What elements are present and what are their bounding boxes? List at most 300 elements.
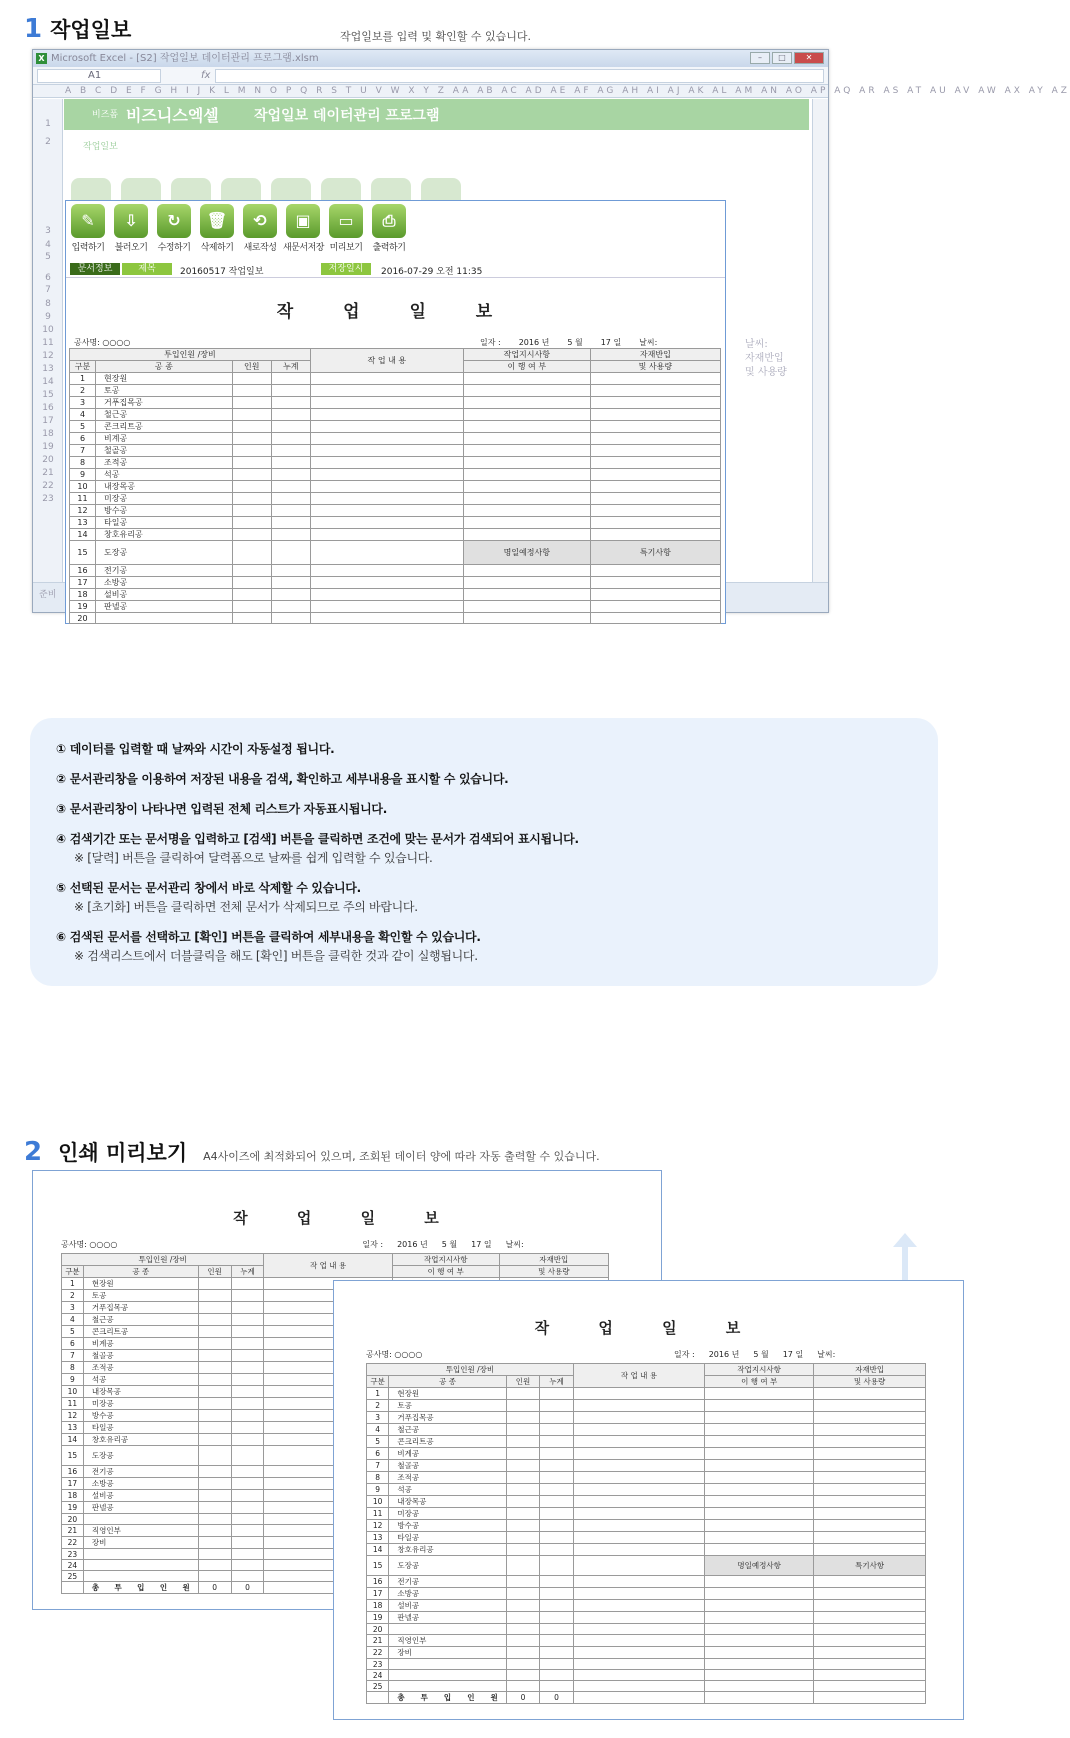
row-trade: 장비 (83, 1537, 198, 1549)
table-cell (231, 1502, 264, 1514)
table-cell (506, 1448, 540, 1460)
row-trade: 창호유리공 (389, 1544, 506, 1556)
row-number: 13 (367, 1532, 389, 1544)
row-header[interactable]: 13 (42, 364, 54, 374)
load-icon: ⇩ (114, 204, 148, 238)
row-header[interactable]: 7 (45, 285, 51, 295)
row-trade: 거푸집목공 (96, 397, 233, 409)
note-sub: ※ 검색리스트에서 더블클릭을 해도 [확인] 버튼을 클릭한 것과 같이 실행됩니다. (74, 949, 478, 963)
row-trade: 거푸집목공 (389, 1412, 506, 1424)
table-cell (540, 1496, 574, 1508)
table-cell (271, 517, 310, 529)
table-cell (506, 1472, 540, 1484)
table-row (367, 1681, 926, 1692)
table-cell (573, 1388, 704, 1400)
table-cell (573, 1659, 704, 1670)
row-trade: 토공 (96, 385, 233, 397)
table-cell (506, 1659, 540, 1670)
table-cell (463, 397, 590, 409)
row-header[interactable]: 6 (45, 273, 51, 283)
header-instr: 작업지시사항 (392, 1254, 499, 1266)
row-number: 6 (70, 433, 96, 445)
table-cell (573, 1532, 704, 1544)
table-cell (271, 577, 310, 589)
table-cell (573, 1508, 704, 1520)
excel-title-bar (33, 50, 828, 67)
table-cell (540, 1647, 574, 1659)
table-cell (310, 505, 463, 517)
toolbar-button-label: 새문서저장 (283, 243, 324, 253)
row-number: 4 (367, 1424, 389, 1436)
table-cell (573, 1692, 704, 1704)
table-cell (310, 409, 463, 421)
table-cell (271, 433, 310, 445)
row-header[interactable]: 8 (45, 299, 51, 309)
formula-input[interactable] (215, 69, 824, 83)
row-trade: 도장공 (83, 1446, 198, 1466)
status-text: 준비 (39, 590, 57, 600)
table-cell (463, 445, 590, 457)
table-cell (814, 1388, 926, 1400)
program-title: 작업일보 데이터관리 프로그램 (254, 108, 440, 124)
table-cell (231, 1422, 264, 1434)
row-trade: 철근공 (83, 1314, 198, 1326)
table-cell (271, 421, 310, 433)
row-trade (389, 1624, 506, 1635)
table-cell (573, 1484, 704, 1496)
table-cell (814, 1484, 926, 1496)
row-header[interactable]: 11 (42, 338, 54, 348)
table-cell (198, 1326, 231, 1338)
total-count: 0 (506, 1692, 540, 1704)
row-number: 1 (70, 373, 96, 385)
row-trade: 타일공 (83, 1422, 198, 1434)
table-cell (231, 1350, 264, 1362)
note-main: ⑥ 검색된 문서를 선택하고 [확인] 버튼을 클릭하여 세부내용을 확인할 수 있습니다. (56, 930, 481, 944)
row-header[interactable]: 12 (42, 351, 54, 361)
table-cell (814, 1681, 926, 1692)
table-cell (232, 409, 271, 421)
note-item (56, 830, 912, 866)
table-cell (232, 397, 271, 409)
row-number: 22 (367, 1647, 389, 1659)
row-number: 19 (62, 1502, 84, 1514)
note-item (56, 800, 912, 817)
table-cell (540, 1532, 574, 1544)
table-cell (506, 1412, 540, 1424)
row-number: 22 (62, 1537, 84, 1549)
table-cell (310, 397, 463, 409)
row-number: 8 (62, 1362, 84, 1374)
table-cell (232, 493, 271, 505)
header-work: 작 업 내 용 (573, 1364, 704, 1388)
toolbar-button-3[interactable] (197, 204, 237, 253)
header-cumulative: 누계 (540, 1376, 574, 1388)
row-trade: 도장공 (389, 1556, 506, 1576)
table-cell (705, 1400, 814, 1412)
row-header[interactable]: 15 (42, 390, 54, 400)
row-trade: 토공 (83, 1290, 198, 1302)
table-cell (506, 1520, 540, 1532)
row-trade: 내장목공 (83, 1386, 198, 1398)
table-row (70, 529, 721, 541)
header-material: 자재반입 (499, 1254, 608, 1266)
header-material: 자재반입 (590, 349, 720, 361)
table-cell (310, 613, 463, 624)
table-row (70, 505, 721, 517)
row-trade: 미장공 (96, 493, 233, 505)
table-cell (232, 577, 271, 589)
table-row (367, 1624, 926, 1635)
table-cell (232, 457, 271, 469)
row-trade: 창호유리공 (83, 1434, 198, 1446)
row-number: 25 (367, 1681, 389, 1692)
table-cell (590, 421, 720, 433)
row-trade: 내장목공 (389, 1496, 506, 1508)
header-material: 자재반입 (814, 1364, 926, 1376)
table-cell (540, 1400, 574, 1412)
table-cell (573, 1600, 704, 1612)
table-cell (506, 1635, 540, 1647)
header-instr2: 이 행 여 부 (705, 1376, 814, 1388)
toolbar-button-6[interactable] (326, 204, 366, 253)
table-cell (271, 601, 310, 613)
table-cell (506, 1612, 540, 1624)
excel-window-title: Microsoft Excel - [S2] 작업일보 데이터관리 프로그램.xlsm (51, 53, 319, 64)
row-number: 2 (62, 1290, 84, 1302)
table-cell (198, 1525, 231, 1537)
table-cell (573, 1400, 704, 1412)
table-cell (271, 541, 310, 565)
row-number: 10 (62, 1386, 84, 1398)
row-number: 15 (367, 1556, 389, 1576)
row-trade: 전기공 (389, 1576, 506, 1588)
row-number: 19 (367, 1612, 389, 1624)
maximize-button[interactable]: □ (772, 52, 792, 64)
monitor-icon: ▭ (329, 204, 363, 238)
table-row (70, 589, 721, 601)
table-row (367, 1635, 926, 1647)
table-cell (198, 1422, 231, 1434)
row-trade: 현장원 (389, 1388, 506, 1400)
table-row (70, 433, 721, 445)
table-row (70, 601, 721, 613)
table-row (70, 565, 721, 577)
section2-title: 인쇄 미리보기 (58, 1141, 188, 1165)
table-row (367, 1460, 926, 1472)
table-cell (814, 1544, 926, 1556)
table-cell (540, 1612, 574, 1624)
table-cell (463, 613, 590, 624)
toolbar-button-4[interactable] (240, 204, 280, 253)
table-cell (463, 589, 590, 601)
row-trade: 철근공 (96, 409, 233, 421)
table-cell (540, 1681, 574, 1692)
row-trade: 비계공 (389, 1448, 506, 1460)
total-row (367, 1692, 926, 1704)
table-cell (310, 373, 463, 385)
table-cell (506, 1647, 540, 1659)
row-number: 21 (62, 1525, 84, 1537)
row-trade: 콘크리트공 (96, 421, 233, 433)
header-instr: 작업지시사항 (463, 349, 590, 361)
table-cell (540, 1600, 574, 1612)
print-preview-page-2 (333, 1280, 964, 1720)
row-number: 8 (70, 457, 96, 469)
table-row (70, 385, 721, 397)
row-trade: 미장공 (83, 1398, 198, 1410)
row-header[interactable]: 23 (42, 494, 54, 504)
table-row (367, 1670, 926, 1681)
note-main: ③ 문서관리창이 나타나면 입력된 전체 리스트가 자동표시됩니다. (56, 802, 387, 816)
row-trade (389, 1670, 506, 1681)
row-header[interactable]: 19 (42, 442, 54, 452)
total-cumulative: 0 (540, 1692, 574, 1704)
table-cell (573, 1624, 704, 1635)
fx-icon[interactable]: fx (201, 70, 211, 81)
table-cell (705, 1424, 814, 1436)
excel-icon: X (36, 53, 47, 64)
doc-info-tag: 문서정보 (70, 263, 120, 275)
row-trade: 설비공 (389, 1600, 506, 1612)
note-main: ① 데이터를 입력할 때 날짜와 시간이 자동설정 됩니다. (56, 742, 335, 756)
table-cell (540, 1635, 574, 1647)
row-header[interactable]: 2 (45, 137, 51, 147)
table-cell (231, 1362, 264, 1374)
table-row (367, 1424, 926, 1436)
name-box[interactable]: A1 (37, 69, 161, 83)
table-cell (506, 1436, 540, 1448)
toolbar-button-1[interactable] (111, 204, 151, 253)
sheet-subtitle: 작업일보 (83, 142, 118, 152)
table-cell (231, 1525, 264, 1537)
toolbar-button-7[interactable] (369, 204, 409, 253)
table-cell (231, 1478, 264, 1490)
row-number: 12 (70, 505, 96, 517)
table-cell (506, 1484, 540, 1496)
table-cell (506, 1544, 540, 1556)
row-header[interactable]: 4 (45, 240, 51, 250)
table-cell (573, 1670, 704, 1681)
row-number: 7 (70, 445, 96, 457)
table-cell (310, 517, 463, 529)
table-cell (310, 469, 463, 481)
table-cell (506, 1424, 540, 1436)
table-cell (573, 1460, 704, 1472)
table-cell (271, 385, 310, 397)
table-cell (198, 1446, 231, 1466)
table-row (70, 613, 721, 624)
row-number: 18 (62, 1490, 84, 1502)
row-number: 17 (70, 577, 96, 589)
section1-description: 작업일보를 입력 및 확인할 수 있습니다. (340, 30, 531, 43)
table-cell (232, 385, 271, 397)
header-group: 투입인원 /장비 (70, 349, 311, 361)
header-trade: 공 종 (389, 1376, 506, 1388)
row-header[interactable]: 16 (42, 403, 54, 413)
close-button[interactable]: ✕ (794, 52, 824, 64)
row-number: 11 (367, 1508, 389, 1520)
table-cell (705, 1612, 814, 1624)
table-cell (705, 1576, 814, 1588)
row-header[interactable]: 5 (45, 252, 51, 262)
row-number: 15 (70, 541, 96, 565)
table-cell (231, 1302, 264, 1314)
table-cell (198, 1478, 231, 1490)
table-row (70, 421, 721, 433)
table-cell (705, 1436, 814, 1448)
row-trade: 석공 (389, 1484, 506, 1496)
tomorrow-header: 명일예정사항 (705, 1556, 814, 1576)
table-cell (198, 1571, 231, 1582)
table-cell (310, 445, 463, 457)
row-header[interactable]: 10 (42, 325, 54, 335)
table-cell (463, 505, 590, 517)
table-cell (573, 1544, 704, 1556)
table-cell (705, 1508, 814, 1520)
toolbar-button-0[interactable] (68, 204, 108, 253)
table-cell (232, 517, 271, 529)
header-div: 구분 (367, 1376, 389, 1388)
table-cell (271, 493, 310, 505)
table-cell (814, 1436, 926, 1448)
table-cell (705, 1472, 814, 1484)
table-cell (814, 1588, 926, 1600)
row-number: 18 (367, 1600, 389, 1612)
note-sub: ※ [달력] 버튼을 클릭하여 달력폼으로 날짜를 쉽게 입력할 수 있습니다. (74, 851, 433, 865)
table-cell (198, 1338, 231, 1350)
note-item (56, 879, 912, 915)
header-material2: 및 사용량 (814, 1376, 926, 1388)
toolbar-button-label: 미리보기 (329, 243, 363, 253)
row-trade: 내장목공 (96, 481, 233, 493)
table-cell (463, 493, 590, 505)
row-number: 12 (62, 1410, 84, 1422)
brand-small: 비즈폼 (92, 110, 119, 120)
table-cell (814, 1647, 926, 1659)
table-cell (705, 1600, 814, 1612)
table-cell (367, 1692, 389, 1704)
table-cell (540, 1460, 574, 1472)
table-cell (506, 1496, 540, 1508)
report-date: 일자 : 2016 년 5 월 17 일 날씨: (480, 338, 658, 347)
table-cell (463, 481, 590, 493)
row-trade: 현장원 (83, 1278, 198, 1290)
table-cell (590, 469, 720, 481)
header-work: 작 업 내 용 (264, 1254, 393, 1278)
table-cell (310, 457, 463, 469)
report-date: 일자 : 2016 년 5 월 17 일 날씨: (674, 1350, 836, 1359)
minimize-button[interactable]: – (750, 52, 770, 64)
table-cell (705, 1670, 814, 1681)
row-number: 2 (70, 385, 96, 397)
table-row (367, 1484, 926, 1496)
table-cell (231, 1466, 264, 1478)
row-trade: 소방공 (96, 577, 233, 589)
table-cell (232, 565, 271, 577)
company-label: 공사명: ○○○○ (74, 338, 131, 347)
section2-number: 2 (24, 1137, 43, 1167)
table-row (367, 1472, 926, 1484)
toolbar-button-label: 출력하기 (372, 243, 406, 253)
table-row (70, 397, 721, 409)
toolbar-button-5[interactable] (283, 204, 323, 253)
table-cell (814, 1532, 926, 1544)
table-cell (198, 1514, 231, 1525)
row-number: 17 (62, 1478, 84, 1490)
note-item (56, 770, 912, 787)
row-header[interactable]: 3 (45, 226, 51, 236)
table-row (367, 1576, 926, 1588)
table-cell (463, 433, 590, 445)
section2-description: A4사이즈에 최적화되어 있으며, 조회된 데이터 양에 따라 자동 출력할 수 있습니다. (203, 1150, 600, 1163)
table-cell (590, 601, 720, 613)
row-trade: 방수공 (83, 1410, 198, 1422)
row-header[interactable]: 14 (42, 377, 54, 387)
table-cell (310, 577, 463, 589)
header-count: 인원 (506, 1376, 540, 1388)
vertical-scrollbar[interactable] (812, 99, 828, 582)
table-cell (506, 1681, 540, 1692)
table-cell (814, 1576, 926, 1588)
table-cell (540, 1424, 574, 1436)
table-cell (198, 1466, 231, 1478)
work-report-table (366, 1363, 926, 1704)
table-row (367, 1600, 926, 1612)
table-cell (310, 529, 463, 541)
toolbar-button-2[interactable] (154, 204, 194, 253)
row-trade: 장비 (389, 1647, 506, 1659)
row-number: 14 (70, 529, 96, 541)
table-cell (573, 1424, 704, 1436)
row-header[interactable]: 18 (42, 429, 54, 439)
table-cell (705, 1484, 814, 1496)
table-cell (271, 469, 310, 481)
table-cell (271, 529, 310, 541)
row-number: 4 (70, 409, 96, 421)
row-header[interactable]: 20 (42, 455, 54, 465)
table-cell (814, 1424, 926, 1436)
table-cell (232, 373, 271, 385)
table-cell (814, 1612, 926, 1624)
row-header[interactable]: 21 (42, 468, 54, 478)
section1-number: 1 (24, 14, 43, 44)
row-header[interactable]: 9 (45, 312, 51, 322)
table-cell (198, 1374, 231, 1386)
row-trade (96, 613, 233, 624)
row-header[interactable]: 17 (42, 416, 54, 426)
table-cell (310, 481, 463, 493)
table-cell (463, 469, 590, 481)
table-header-row (70, 349, 721, 361)
table-cell (198, 1386, 231, 1398)
table-cell (590, 373, 720, 385)
table-cell (573, 1612, 704, 1624)
header-instr2: 이 행 여 부 (463, 361, 590, 373)
table-row (70, 409, 721, 421)
total-label: 총 투 입 인 원 (83, 1582, 198, 1594)
header-trade: 공 종 (96, 361, 233, 373)
row-trade: 미장공 (389, 1508, 506, 1520)
table-cell (506, 1600, 540, 1612)
toolbar-button-label: 새로작성 (243, 243, 277, 253)
row-header[interactable]: 1 (45, 119, 51, 129)
row-number: 5 (62, 1326, 84, 1338)
table-cell (232, 469, 271, 481)
table-cell (814, 1412, 926, 1424)
row-header[interactable]: 22 (42, 481, 54, 491)
table-cell (573, 1556, 704, 1576)
